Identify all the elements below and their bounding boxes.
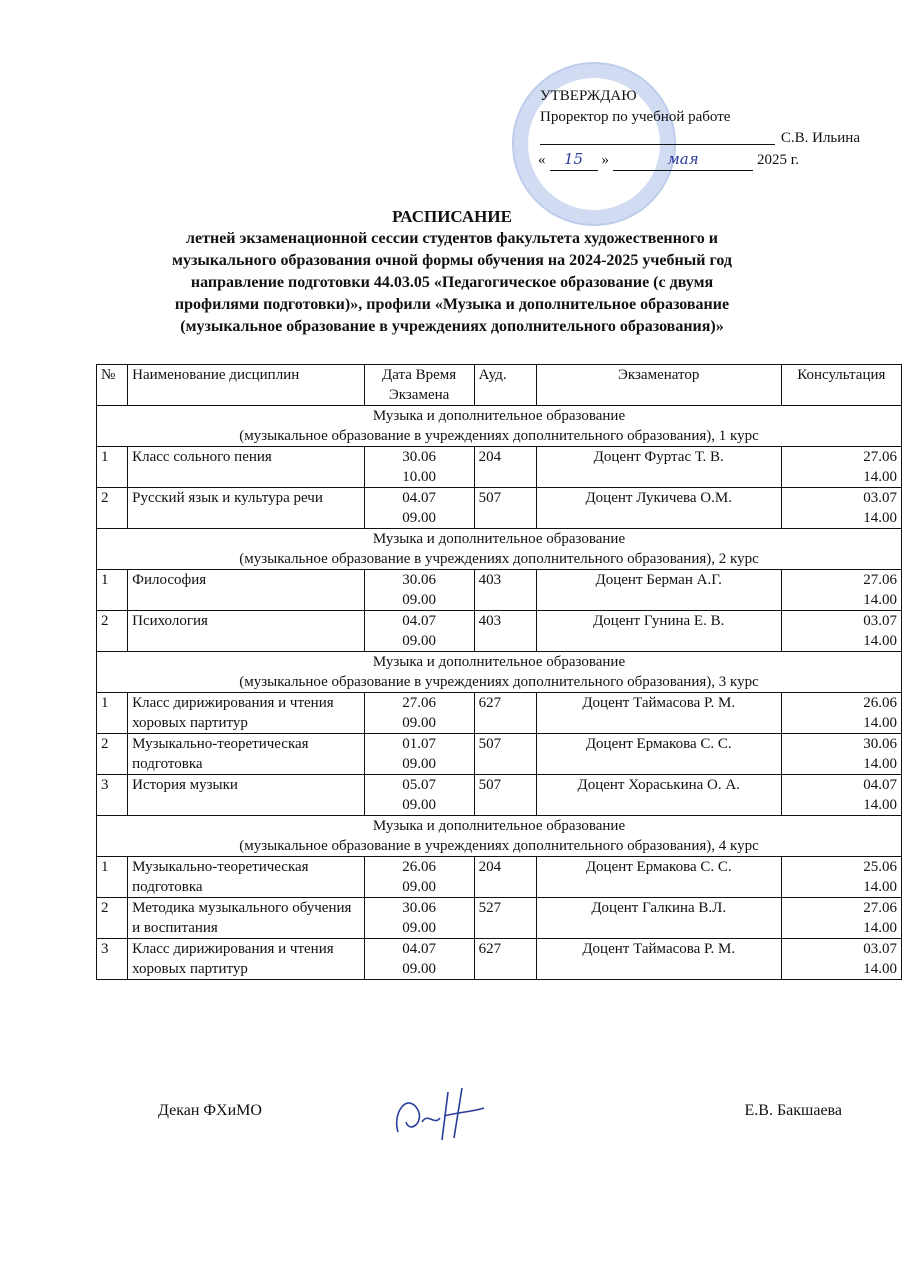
title-line-1: летней экзаменационной сессии студентов факультета художественного и [186, 230, 718, 247]
cell-examiner [536, 570, 781, 611]
table-row [97, 734, 902, 775]
cell-consultation-text: 14.00 [863, 469, 897, 485]
cell-discipline-text: Психология [132, 613, 208, 629]
cell-discipline [128, 447, 365, 488]
cell-room-text: 204 [478, 859, 502, 875]
cell-exam-date-text: 09.00 [402, 633, 436, 649]
group-subtitle: (музыкальное образование в учреждениях дополнительного образования), 4 курс [239, 838, 759, 854]
cell-discipline-text: Класс дирижирования и чтения хоровых партитур [132, 941, 334, 977]
cell-no [97, 611, 128, 652]
header-date: Дата Время Экзамена [364, 365, 474, 406]
cell-consultation [781, 611, 901, 652]
cell-consultation-text: 14.00 [863, 961, 897, 977]
cell-no-text: 1 [101, 695, 109, 711]
cell-no [97, 775, 128, 816]
cell-consultation-text: 27.06 [863, 449, 897, 465]
cell-exam-date-text: 09.00 [402, 592, 436, 608]
group-header [97, 406, 902, 447]
cell-exam-date-text: 01.07 [402, 736, 436, 752]
date-quote-open: « [538, 152, 546, 168]
group-title: Музыка и дополнительное образование [372, 818, 626, 834]
title-line-3: направление подготовки 44.03.05 «Педагогическое образование (с двумя [190, 274, 714, 291]
cell-no [97, 693, 128, 734]
title-main: РАСПИСАНИЕ [392, 207, 512, 226]
cell-room [474, 611, 536, 652]
cell-consultation [781, 939, 901, 980]
cell-room-text: 507 [478, 490, 502, 506]
dean-title: Декан ФХиМО [158, 1102, 262, 1119]
header-room: Ауд. [474, 365, 536, 406]
group-header-row [97, 652, 902, 693]
cell-examiner-text: Доцент Фуртас Т. В. [593, 449, 724, 465]
cell-room [474, 447, 536, 488]
cell-discipline-text: История музыки [132, 777, 238, 793]
cell-exam-date-text: 04.07 [402, 941, 436, 957]
cell-exam-date-text: 30.06 [402, 449, 436, 465]
cell-no [97, 857, 128, 898]
cell-consultation [781, 488, 901, 529]
group-title: Музыка и дополнительное образование [372, 531, 626, 547]
cell-discipline [128, 611, 365, 652]
cell-discipline [128, 939, 365, 980]
cell-exam-date [364, 898, 474, 939]
cell-exam-date-text: 09.00 [402, 715, 436, 731]
cell-exam-date-text: 27.06 [402, 695, 436, 711]
header-examiner: Экзаменатор [536, 365, 781, 406]
cell-room-text: 403 [478, 572, 502, 588]
cell-discipline [128, 857, 365, 898]
approval-heading: УТВЕРЖДАЮ [540, 88, 637, 104]
group-header-row [97, 816, 902, 857]
cell-discipline-text: Методика музыкального обучения и воспитания [132, 900, 352, 936]
cell-examiner [536, 734, 781, 775]
cell-consultation-text: 14.00 [863, 920, 897, 936]
header-name: Наименование дисциплин [128, 365, 365, 406]
cell-exam-date [364, 857, 474, 898]
cell-no-text: 1 [101, 449, 109, 465]
cell-consultation-text: 27.06 [863, 900, 897, 916]
approval-year: 2025 г. [757, 152, 799, 168]
cell-room [474, 775, 536, 816]
cell-consultation [781, 898, 901, 939]
cell-examiner-text: Доцент Галкина В.Л. [591, 900, 727, 916]
cell-discipline-text: Класс сольного пения [132, 449, 272, 465]
cell-no [97, 898, 128, 939]
group-header [97, 652, 902, 693]
cell-exam-date [364, 488, 474, 529]
cell-room [474, 939, 536, 980]
cell-exam-date-text: 05.07 [402, 777, 436, 793]
cell-examiner-text: Доцент Таймасова Р. М. [582, 941, 736, 957]
cell-discipline-text: Музыкально-теоретическая подготовка [132, 736, 309, 772]
table-row [97, 898, 902, 939]
cell-exam-date [364, 734, 474, 775]
approval-date [538, 149, 860, 171]
cell-room-text: 627 [478, 695, 502, 711]
cell-exam-date [364, 611, 474, 652]
cell-examiner [536, 939, 781, 980]
table-row [97, 447, 902, 488]
cell-consultation-text: 04.07 [863, 777, 897, 793]
cell-exam-date-text: 09.00 [402, 510, 436, 526]
table-row [97, 693, 902, 734]
title-line-4: профилями подготовки)», профили «Музыка и дополнительное образование [174, 296, 730, 313]
cell-exam-date [364, 693, 474, 734]
cell-exam-date-text: 30.06 [402, 900, 436, 916]
cell-consultation-text: 14.00 [863, 756, 897, 772]
cell-no-text: 2 [101, 490, 109, 506]
group-subtitle: (музыкальное образование в учреждениях дополнительного образования), 2 курс [239, 551, 759, 567]
cell-examiner-text: Доцент Ермакова С. С. [585, 736, 732, 752]
cell-no-text: 3 [101, 941, 109, 957]
group-header-row [97, 406, 902, 447]
cell-no-text: 2 [101, 613, 109, 629]
cell-consultation-text: 27.06 [863, 572, 897, 588]
approval-block [540, 86, 860, 171]
cell-consultation-text: 14.00 [863, 715, 897, 731]
group-header [97, 529, 902, 570]
cell-exam-date-text: 10.00 [402, 469, 436, 485]
cell-exam-date-text: 09.00 [402, 797, 436, 813]
header-no: № [97, 365, 128, 406]
approval-month: мая [613, 149, 753, 171]
cell-room [474, 857, 536, 898]
cell-consultation-text: 14.00 [863, 879, 897, 895]
cell-room [474, 898, 536, 939]
cell-examiner [536, 447, 781, 488]
cell-consultation [781, 857, 901, 898]
cell-consultation [781, 775, 901, 816]
group-header [97, 816, 902, 857]
header-consult: Консультация [781, 365, 901, 406]
cell-discipline [128, 775, 365, 816]
cell-exam-date [364, 447, 474, 488]
cell-room [474, 570, 536, 611]
cell-consultation-text: 03.07 [863, 941, 897, 957]
cell-exam-date-text: 04.07 [402, 613, 436, 629]
table-row [97, 611, 902, 652]
document-title [60, 206, 844, 338]
cell-exam-date-text: 04.07 [402, 490, 436, 506]
cell-no-text: 1 [101, 859, 109, 875]
cell-discipline [128, 734, 365, 775]
cell-examiner [536, 898, 781, 939]
cell-discipline [128, 693, 365, 734]
date-quote-close: » [601, 152, 609, 168]
cell-room-text: 627 [478, 941, 502, 957]
cell-discipline [128, 570, 365, 611]
cell-examiner-text: Доцент Лукичева О.М. [585, 490, 732, 506]
cell-examiner [536, 611, 781, 652]
schedule-body [97, 406, 902, 980]
cell-discipline-text: Русский язык и культура речи [132, 490, 323, 506]
table-row [97, 488, 902, 529]
cell-exam-date-text: 26.06 [402, 859, 436, 875]
group-subtitle: (музыкальное образование в учреждениях дополнительного образования), 1 курс [239, 428, 759, 444]
cell-examiner [536, 857, 781, 898]
cell-exam-date [364, 570, 474, 611]
group-header-row [97, 529, 902, 570]
cell-room-text: 403 [478, 613, 502, 629]
schedule-table [96, 364, 902, 980]
table-row [97, 570, 902, 611]
cell-no-text: 2 [101, 736, 109, 752]
cell-no-text: 3 [101, 777, 109, 793]
cell-consultation-text: 14.00 [863, 592, 897, 608]
approval-sign-row [540, 128, 860, 149]
cell-discipline-text: Класс дирижирования и чтения хоровых партитур [132, 695, 334, 731]
cell-room-text: 527 [478, 900, 502, 916]
cell-no [97, 488, 128, 529]
table-row [97, 857, 902, 898]
cell-examiner-text: Доцент Гунина Е. В. [593, 613, 725, 629]
cell-consultation-text: 03.07 [863, 613, 897, 629]
cell-consultation [781, 734, 901, 775]
dean-name: Е.В. Бакшаева [744, 1102, 842, 1119]
cell-room-text: 507 [478, 777, 502, 793]
cell-consultation-text: 25.06 [863, 859, 897, 875]
cell-consultation [781, 693, 901, 734]
cell-consultation-text: 30.06 [863, 736, 897, 752]
cell-consultation-text: 14.00 [863, 797, 897, 813]
cell-consultation [781, 570, 901, 611]
cell-consultation-text: 03.07 [863, 490, 897, 506]
approval-position: Проректор по учебной работе [540, 109, 731, 125]
cell-exam-date [364, 775, 474, 816]
title-line-2: музыкального образования очной формы обучения на 2024-2025 учебный год [172, 252, 732, 269]
cell-no-text: 1 [101, 572, 109, 588]
cell-room-text: 507 [478, 736, 502, 752]
table-row [97, 775, 902, 816]
cell-examiner [536, 693, 781, 734]
cell-exam-date-text: 09.00 [402, 879, 436, 895]
cell-discipline [128, 488, 365, 529]
cell-consultation [781, 447, 901, 488]
cell-examiner-text: Доцент Ермакова С. С. [585, 859, 732, 875]
cell-room [474, 693, 536, 734]
cell-exam-date-text: 09.00 [402, 961, 436, 977]
cell-examiner [536, 488, 781, 529]
cell-discipline [128, 898, 365, 939]
cell-discipline-text: Философия [132, 572, 207, 588]
cell-consultation-text: 14.00 [863, 633, 897, 649]
cell-exam-date [364, 939, 474, 980]
table-header-row [97, 365, 902, 406]
cell-examiner-text: Доцент Хораськина О. А. [577, 777, 740, 793]
cell-room [474, 734, 536, 775]
cell-room-text: 204 [478, 449, 502, 465]
approval-day: 15 [550, 149, 598, 171]
cell-exam-date-text: 30.06 [402, 572, 436, 588]
group-title: Музыка и дополнительное образование [372, 654, 626, 670]
cell-no-text: 2 [101, 900, 109, 916]
cell-room [474, 488, 536, 529]
cell-no [97, 939, 128, 980]
cell-consultation-text: 14.00 [863, 510, 897, 526]
cell-consultation-text: 26.06 [863, 695, 897, 711]
cell-examiner-text: Доцент Берман А.Г. [595, 572, 722, 588]
signature-line [540, 128, 775, 145]
cell-examiner [536, 775, 781, 816]
cell-discipline-text: Музыкально-теоретическая подготовка [132, 859, 309, 895]
title-line-5: (музыкальное образование в учреждениях дополнительного образования)» [180, 318, 724, 335]
approval-name: С.В. Ильина [780, 130, 860, 146]
group-title: Музыка и дополнительное образование [372, 408, 626, 424]
cell-no [97, 570, 128, 611]
cell-exam-date-text: 09.00 [402, 920, 436, 936]
cell-no [97, 734, 128, 775]
cell-no [97, 447, 128, 488]
group-subtitle: (музыкальное образование в учреждениях дополнительного образования), 3 курс [239, 674, 759, 690]
cell-exam-date-text: 09.00 [402, 756, 436, 772]
footer [158, 1102, 842, 1120]
table-row [97, 939, 902, 980]
cell-examiner-text: Доцент Таймасова Р. М. [582, 695, 736, 711]
